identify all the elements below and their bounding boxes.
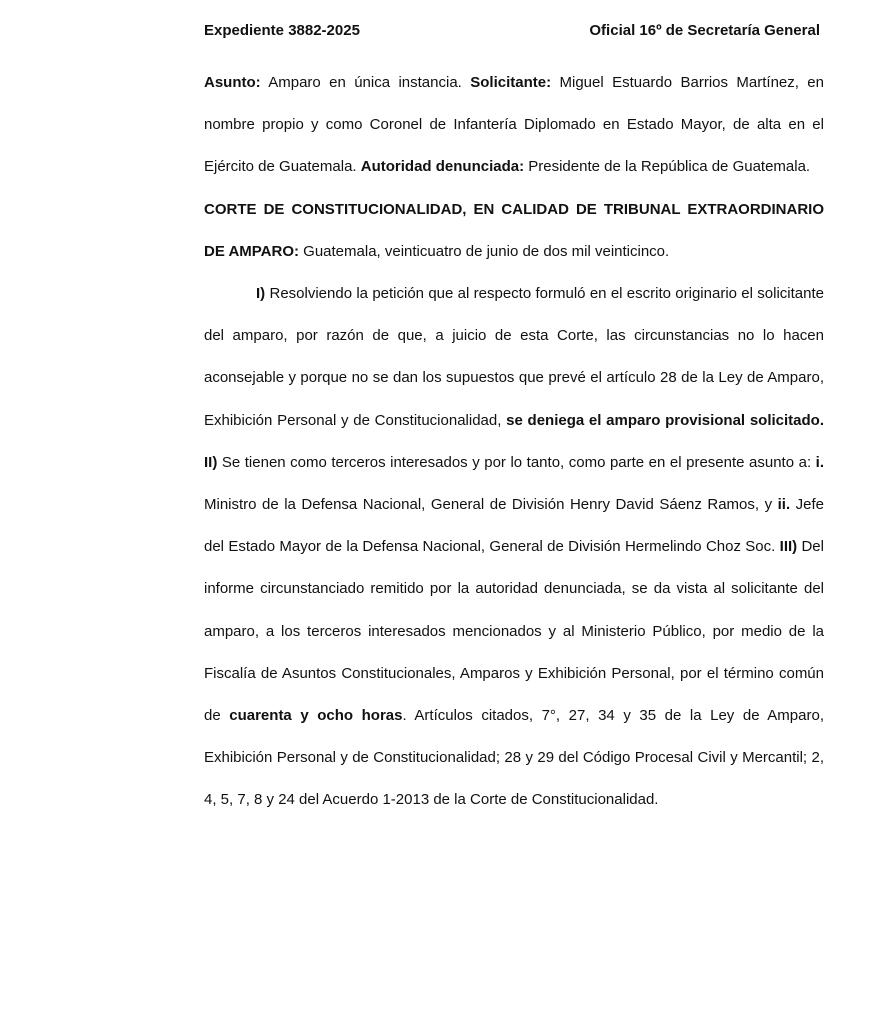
autoridad-label: Autoridad denunciada: bbox=[360, 158, 525, 176]
document-header bbox=[204, 20, 820, 42]
section-iii-end: . Artículos citados, 7°, 27, 34 y 35 de la Ley de Amparo, Exhibición Personal y de Constitucionalidad; 28 y 29 del Código Procesal Civil y Mercantil; 2, 4, 5, 7, 8 y 24 del Acuerdo 1-2013 de la Corte de Constitucionalidad. bbox=[204, 707, 824, 809]
autoridad-text: Presidente de la República de Guatemala. bbox=[524, 158, 811, 176]
section-iii-text: Del informe circunstanciado remitido por la autoridad denunciada, se da vista al solicitante del amparo, a los terceros interesados mencionados y al Ministerio Público, por medio de la Fiscalía de Asuntos Constitucionales, Amparos y Exhibición Personal, por el término común de bbox=[204, 538, 824, 725]
document-body bbox=[204, 62, 824, 822]
asunto-label: Asunto: bbox=[204, 74, 261, 91]
paragraph-resolution bbox=[204, 273, 824, 822]
section-i-ruling: se deniega el amparo provisional solicitado. bbox=[506, 411, 824, 429]
solicitante-text: Miguel Estuardo Barrios Martínez, en nombre propio y como Coronel de Infantería Diplomado en Estado Mayor, de alta en el Ejército de Guatemala. bbox=[204, 74, 824, 176]
item-i-text: Ministro de la Defensa Nacional, General de División Henry David Sáenz Ramos, y bbox=[204, 496, 778, 514]
section-ii-label: II) bbox=[204, 453, 218, 471]
item-i-label: i. bbox=[815, 453, 824, 471]
court-date: Guatemala, veinticuatro de junio de dos mil veinticinco. bbox=[299, 242, 670, 260]
court-label: CORTE DE CONSTITUCIONALIDAD, EN CALIDAD DE TRIBUNAL EXTRAORDINARIO DE AMPARO: bbox=[204, 200, 824, 260]
asunto-text: Amparo en única instancia. bbox=[260, 74, 471, 91]
section-iii-term: cuarenta y ocho horas bbox=[229, 707, 403, 725]
section-ii-text: Se tienen como terceros interesados y por lo tanto, como parte en el presente asunto a: bbox=[217, 453, 816, 471]
paragraph-asunto bbox=[204, 62, 824, 189]
paragraph-court bbox=[204, 189, 824, 273]
case-number: Expediente 3882-2025 bbox=[204, 22, 360, 39]
item-ii-label: ii. bbox=[777, 496, 791, 514]
item-ii-text: Jefe del Estado Mayor de la Defensa Nacional, General de División Hermelindo Choz Soc. bbox=[204, 496, 824, 556]
office-label: Oficial 16º de Secretaría General bbox=[589, 22, 820, 39]
solicitante-label: Solicitante: bbox=[470, 74, 552, 91]
section-i-text: Resolviendo la petición que al respecto formuló en el escrito originario el solicitante del amparo, por razón de que, a juicio de esta Corte, las circunstancias no lo hacen aconsejable y porque no se dan los supuestos que prevé el artículo 28 de la Ley de Amparo, Exhibición Personal y de Constitucionalidad, bbox=[204, 285, 824, 429]
section-i-label: I) bbox=[256, 285, 266, 303]
section-iii-label: III) bbox=[779, 538, 798, 556]
